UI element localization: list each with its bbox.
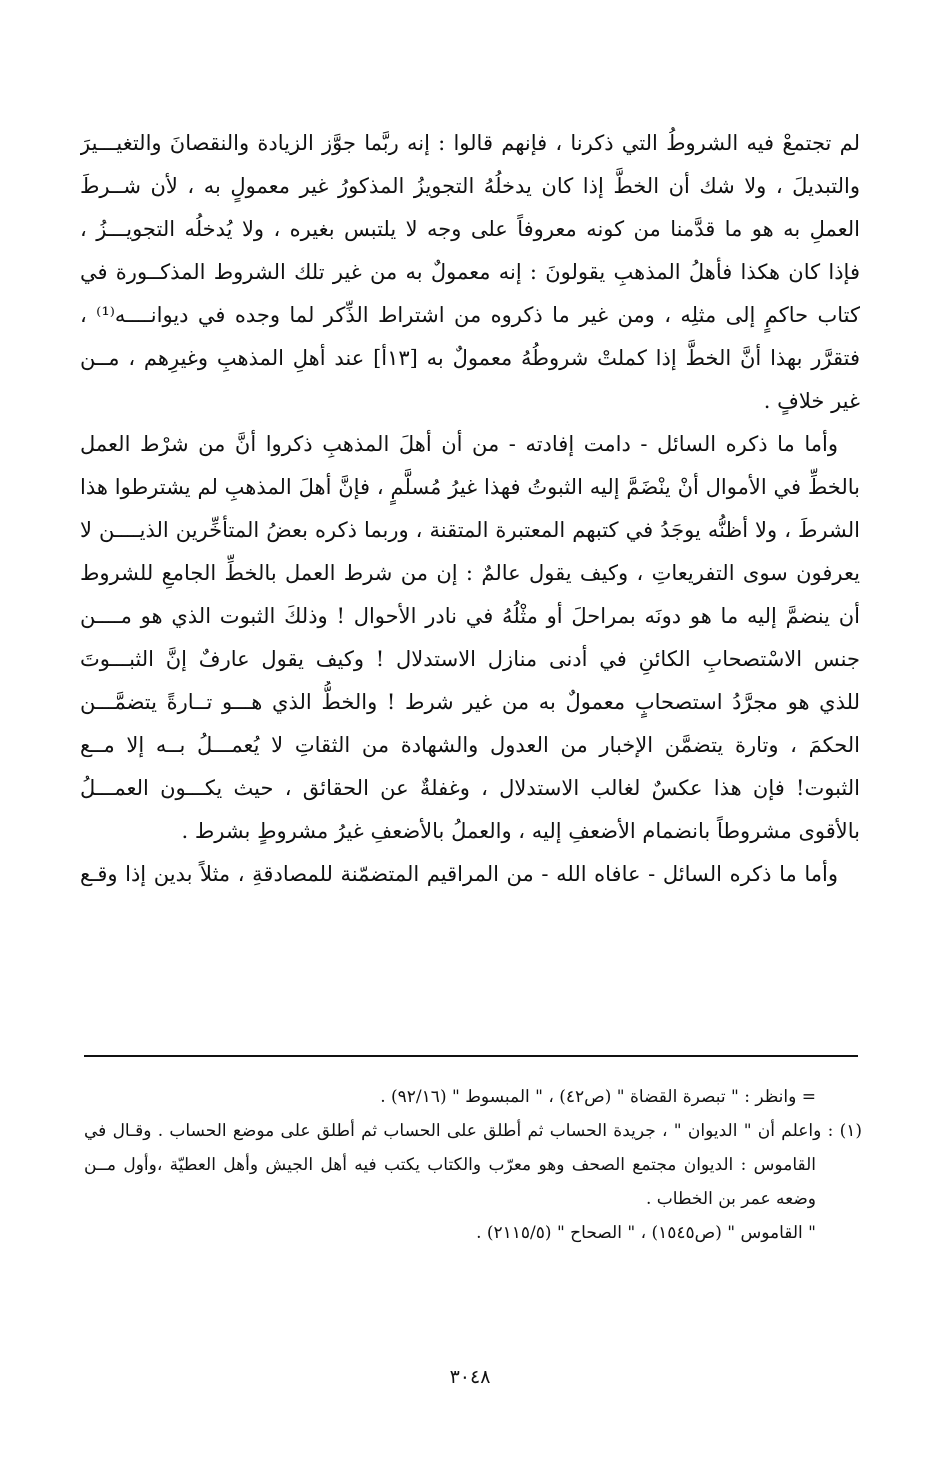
footnote-separator	[84, 1055, 858, 1057]
text-line: بالخطِّ في الأموال أنْ ينْضَمَّ إليه الثبوتُ فهذا غيرُ مُسلَّمٍ ، فإنَّ أهلَ المذهبِ لم يشترطوا هذا	[80, 475, 860, 499]
text-line: للذي هو مجرَّدُ استصحابٍ معمولٌ به من غير شرط ! والخطُّ الذي هـــو تــارةً يتضمَّـــن	[80, 690, 860, 714]
text-line: العملِ به هو ما قدَّمنا من كونه معروفاً على وجه لا يلتبس بغيره ، ولا يُدخلُه التجويـــزُ ،	[80, 217, 860, 241]
text-line: فإذا كان هكذا فأهلُ المذهبِ يقولونَ : إنه معمولٌ به من غير تلك الشروط المذكــورة في	[80, 260, 860, 284]
text-line: والتبديلَ ، ولا شك أن الخطَّ إذا كان يدخلُهُ التجويزُ المذكورُ غير معمولٍ به ، لأن شــرطَ	[80, 174, 860, 198]
footnote-line: " القاموس " (ص١٥٤٥) ، " الصحاح " (٢١١٥/٥) .	[476, 1223, 816, 1243]
text-line: وأما ما ذكره السائل - دامت إفادته - من أن أهلَ المذهبِ ذكروا أنَّ من شرْط العمل	[80, 432, 838, 456]
footnote-line: وضعه عمر بن الخطاب .	[645, 1189, 816, 1209]
main-text	[80, 122, 860, 896]
footnote-line: (١) : واعلم أن " الديوان " ، جريدة الحساب ثم أطلق على الحساب ثم أطلق على موضع الحساب . وقـال في	[84, 1121, 862, 1141]
text-line: فتقرَّر بهذا أنَّ الخطَّ إذا كملتْ شروطُهُ معمولٌ به [١٣أ] عند أهلِ المذهبِ وغيرِهم ، مــن	[80, 346, 860, 370]
text-line: أن ينضمَّ إليه ما هو دونَه بمراحلَ أو مثْلُهُ في نادر الأحوال ! وذلكَ الثبوت الذي هو مــــن	[80, 604, 860, 628]
footnote-line: = وانظر : " تبصرة القضاة " (ص٤٢) ، " المبسوط " (٩٢/١٦) .	[380, 1087, 816, 1107]
footnotes	[84, 1080, 862, 1250]
text-line: الحكمَ ، وتارة يتضمَّن الإخبار من العدول والشهادة من الثقاتِ لا يُعمـــلُ بــه إلا مــع	[80, 733, 860, 757]
text-line: غير خلافٍ .	[763, 389, 860, 413]
page-number: ٣٠٤٨	[449, 1366, 491, 1388]
footnote-line: القاموس : الديوان مجتمع الصحف وهو معرّب والكتاب يكتب فيه أهل الجيش وأهل العطيّة ،وأول مــن	[84, 1155, 816, 1175]
text-line: الثبوت! فإن هذا عكسٌ لغالب الاستدلال ، وغفلةٌ عن الحقائق ، حيث يكـــون العمـــلُ	[80, 776, 860, 800]
text-line: كتاب حاكمٍ إلى مثلِه ، ومن غير ما ذكروه من اشتراط الذِّكر لما وجده في ديوانــــه⁽¹⁾ ،	[80, 303, 860, 327]
text-line: يعرفون سوى التفريعاتِ ، وكيف يقول عالمٌ : إن من شرط العمل بالخطِّ الجامعِ للشروط	[80, 561, 860, 585]
text-line: بالأقوى مشروطاً بانضمام الأضعفِ إليه ، والعملُ بالأضعفِ غيرُ مشروطٍ بشرط .	[181, 819, 860, 843]
text-line: لم تجتمعْ فيه الشروطُ التي ذكرنا ، فإنهم قالوا : إنه ربَّما جوَّز الزيادة والنقصانَ والتغيـــيرَ	[80, 131, 860, 155]
text-line: الشرطَ ، ولا أظنُّه يوجَدُ في كتبهم المعتبرة المتقنة ، وربما ذكره بعضُ المتأخِّرين الذيــــن لا	[80, 518, 860, 542]
text-line: جنس الاسْتصحابِ الكائنِ في أدنى منازل الاستدلال ! وكيف يقول عارفٌ إنَّ الثبـــوتَ	[80, 647, 860, 671]
text-line: وأما ما ذكره السائل - عافاه الله - من المراقيم المتضمّنة للمصادقةِ ، مثلاً بدين إذا وقـع	[80, 862, 838, 886]
